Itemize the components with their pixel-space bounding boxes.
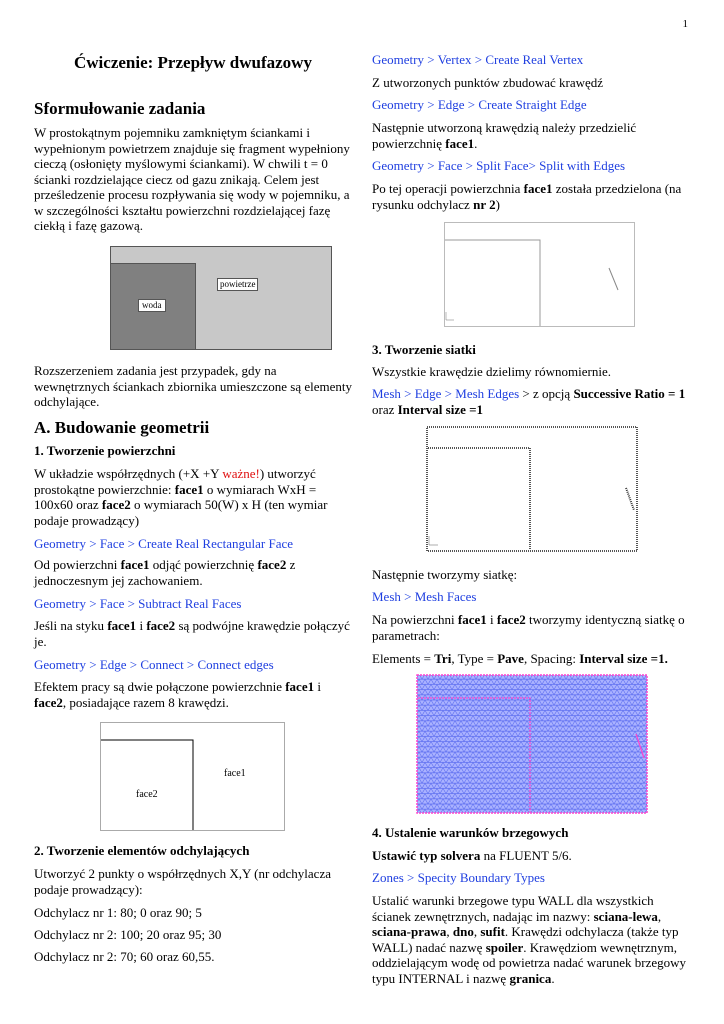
mesh-faces-paragraph: Na powierzchni face1 i face2 tworzymy identyczną siatkę o parametrach: (372, 612, 685, 643)
page-number: 1 (682, 18, 688, 30)
menu-path-split: Geometry > Face > Split Face> Split with Edges (372, 158, 626, 173)
extension-paragraph: Rozszerzeniem zadania jest przypadek, gdy na wewnętrznych ściankach zbiornika umieszczone są elementy odchylające. (34, 363, 352, 409)
subheading-surfaces: 1. Tworzenie powierzchni (34, 443, 176, 458)
mesh-triangles (417, 675, 647, 813)
water-label: woda (138, 299, 166, 312)
subheading-mesh: 3. Tworzenie siatki (372, 342, 476, 357)
deflector-2: Odchylacz nr 2: 100; 20 oraz 95; 30 (34, 927, 222, 942)
triangle-mesh-figure (416, 674, 648, 814)
subheading-deflectors: 2. Tworzenie elementów odchylających (34, 843, 250, 858)
mesh-paragraph-2: Następnie tworzymy siatkę: (372, 567, 518, 582)
subheading-boundary: 4. Ustalenie warunków brzegowych (372, 825, 569, 840)
mesh-edges-paragraph: Mesh > Edge > Mesh Edges > z opcją Successive Ratio = 1 oraz Interval size =1 (372, 386, 686, 417)
problem-paragraph: W prostokątnym pojemniku zamkniętym ściankami i wypełnionym powietrzem znajduje się fragment wypełniony cieczą (osłonięty myślowymi ściankami). W chwili t = 0 ścianki rozdzielające ciecz od gazu znikają. Celem jest prześledzenie procesu rozpływania się wody w pojemniku, a w szczególności kształtu powierzchni rozdzielającej fazę ciekłą i fazę gazową. (34, 125, 350, 233)
deflector-edge-nodes (626, 488, 634, 510)
connect-paragraph: Jeśli na styku face1 i face2 są podwójne krawędzie połączyć je. (34, 618, 350, 649)
menu-path-edge: Geometry > Edge > Create Straight Edge (372, 97, 587, 112)
mesh-params-paragraph: Elements = Tri, Type = Pave, Spacing: Interval size =1. (372, 651, 668, 666)
menu-path-subtract: Geometry > Face > Subtract Real Faces (34, 596, 242, 611)
menu-path-rect-face: Geometry > Face > Create Real Rectangular Face (34, 536, 294, 551)
deflector-1: Odchylacz nr 1: 80; 0 oraz 90; 5 (34, 905, 202, 920)
mesh-paragraph-1: Wszystkie krawędzie dzielimy równomiernie. (372, 364, 611, 379)
menu-path-mesh-edges: Mesh > Edge > Mesh Edges (372, 386, 520, 401)
deflectors-paragraph: Utworzyć 2 punkty o współrzędnych X,Y (nr odchylacza podaje prowadzący): (34, 866, 331, 897)
important-note: ważne! (222, 466, 260, 481)
air-label: powietrze (217, 278, 258, 291)
split-geometry-figure (442, 220, 638, 332)
edge-mesh-figure (424, 424, 640, 554)
menu-path-vertex: Geometry > Vertex > Create Real Vertex (372, 52, 584, 67)
solver-paragraph: Ustawić typ solvera na FLUENT 5/6. (372, 848, 572, 863)
inner-edge-nodes (428, 448, 530, 550)
tank-figure (110, 246, 332, 350)
faces-figure (98, 720, 288, 834)
split-result-paragraph: Po tej operacji powierzchnia face1 została przedzielona (na rysunku odchylacz nr 2) (372, 181, 682, 212)
surfaces-paragraph: W układzie współrzędnych (+X +Y ważne!) utworzyć prostokątne powierzchnie: face1 o wymiarach WxH = 100x60 oraz face2 o wymiarach 50(W) x H (ten wymiar podaje prowadzący) (34, 466, 328, 528)
outer-edge-nodes (427, 427, 637, 551)
menu-path-connect: Geometry > Edge > Connect > Connect edges (34, 657, 274, 672)
menu-path-mesh-faces: Mesh > Mesh Faces (372, 589, 477, 604)
deflector-edge (609, 268, 618, 290)
section-heading-problem: Sformułowanie zadania (34, 99, 206, 118)
inner-edges (445, 240, 540, 326)
deflector-3: Odchylacz nr 2: 70; 60 oraz 60,55. (34, 949, 215, 964)
face2-edges (101, 740, 193, 830)
boundary-paragraph: Ustalić warunki brzegowe typu WALL dla wszystkich ścianek zewnętrznych, nadając im nazwy: sciana-lewa, sciana-prawa, dno, sufit. Krawędzi odchylacza (także typ WALL) nadać nazwę spoiler. Krawędziom wewnętrznym, oddzielającym wodę od powietrza nadać warunek brzegowy typu INTERNAL i nazwę granica. (372, 893, 687, 986)
result-paragraph: Efektem pracy są dwie połączone powierzchnie face1 i face2, posiadające razem 8 krawędzi. (34, 679, 321, 710)
section-heading-geometry: A. Budowanie geometrii (34, 418, 210, 437)
page-title: Ćwiczenie: Przepływ dwufazowy (74, 53, 312, 72)
face2-label: face2 (136, 789, 158, 800)
split-paragraph: Następnie utworzoną krawędzią należy przedzielić powierzchnię face1. (372, 120, 637, 151)
menu-path-zones: Zones > Specity Boundary Types (372, 870, 545, 885)
subtract-paragraph: Od powierzchni face1 odjąć powierzchnię face2 z jednoczesnym jej zachowaniem. (34, 557, 296, 588)
edge-paragraph: Z utworzonych punktów zbudować krawędź (372, 75, 604, 90)
face1-label: face1 (224, 768, 246, 779)
